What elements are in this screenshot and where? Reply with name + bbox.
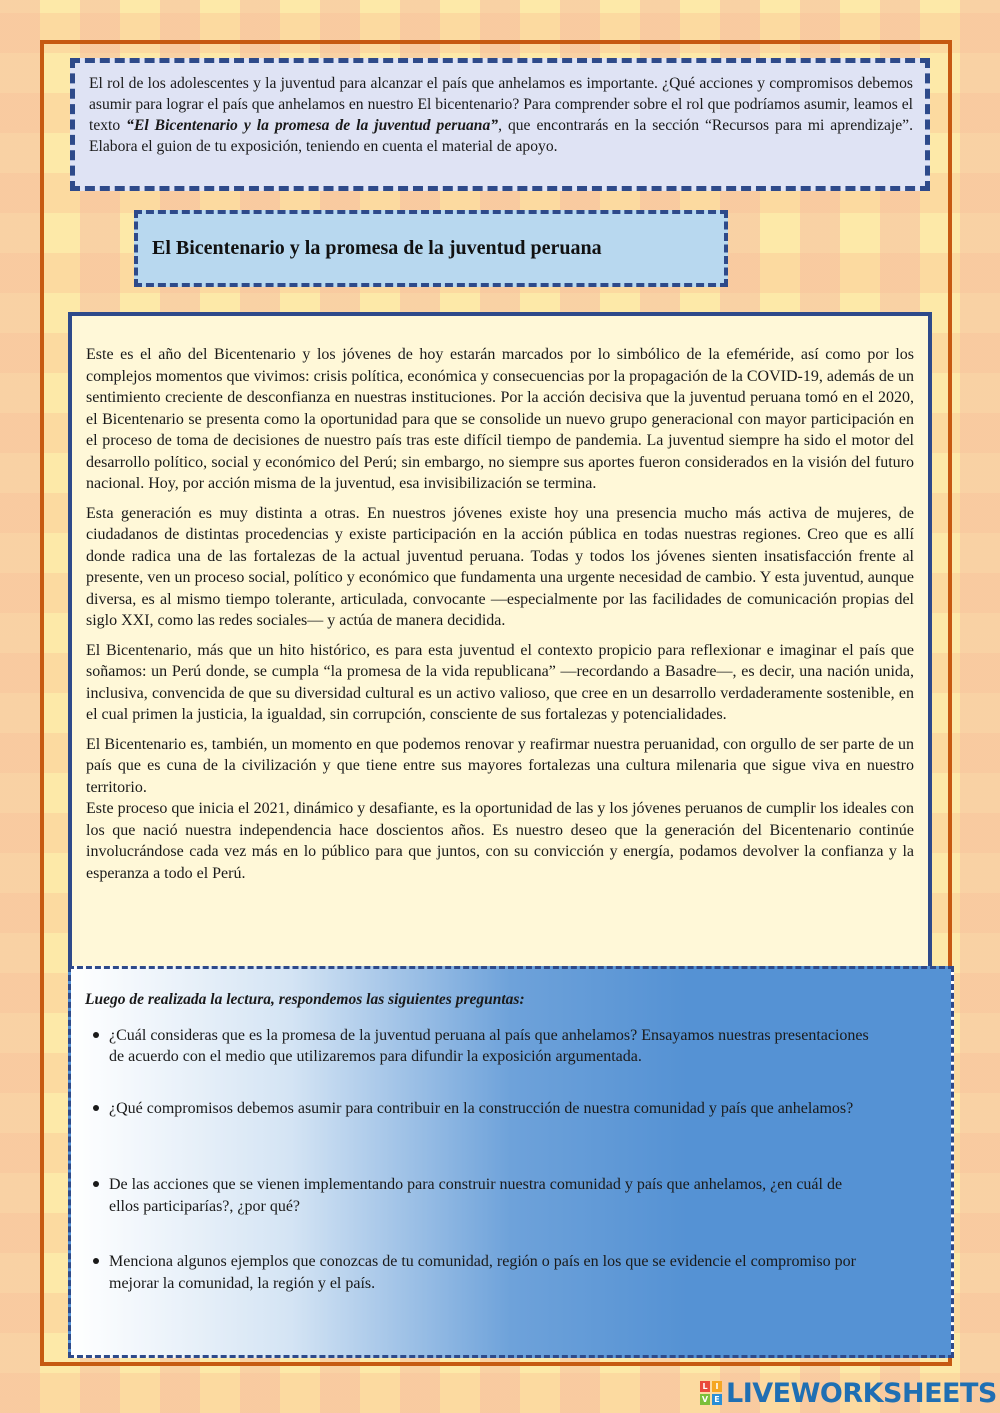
logo-letter: E: [712, 1394, 722, 1405]
page-title: El Bicentenario y la promesa de la juventud peruana: [152, 237, 602, 259]
brand-name: LIVEWORKSHEETS: [726, 1377, 997, 1409]
liveworksheets-brand[interactable]: [700, 1379, 997, 1407]
intro-text: El rol de los adolescentes y la juventud para alcanzar el país que anhelamos es importante. ¿Qué acciones y compromisos debemos asumir para lograr el país que anhelamos en nuestro El bicentenario? Para comprender sobre el rol que podríamos asumir, leamos el texto: [89, 75, 913, 134]
question-item: [85, 1251, 871, 1294]
question-item: [85, 1025, 871, 1068]
logo-letter: L: [700, 1381, 710, 1392]
bullet-icon: [93, 1181, 99, 1187]
intro-text-emphasis: “El Bicentenario y la promesa de la juventud peruana”: [126, 117, 499, 134]
article-paragraph: Este proceso que inicia el 2021, dinámico y desafiante, es la oportunidad de las y los jóvenes peruanos de cumplir los ideales con los que nació nuestra independencia hace doscientos años. Es nuestro deseo que la generación del Bicentenario continúe involucrándose cada vez más en lo público para que juntos, con su convicción y energía, podamos devolver la confianza y la esperanza a todo el Perú.: [86, 800, 914, 882]
intro-box: [70, 58, 930, 191]
question-text: ¿Qué compromisos debemos asumir para contribuir en la construcción de nuestra comunidad y país que anhelamos?: [109, 1099, 854, 1117]
question-text: De las acciones que se vienen implementando para construir nuestra comunidad y país que anhelamos, ¿en cuál de ellos participarías?, ¿por qué?: [109, 1176, 843, 1215]
questions-lead: Luego de realizada la lectura, respondemos las siguientes preguntas:: [85, 991, 525, 1008]
question-text: ¿Cuál consideras que es la promesa de la juventud peruana al país que anhelamos? Ensayamos nuestras presentaciones de acuerdo con el medio que utilizaremos para difundir la exposición argumentada.: [109, 1026, 869, 1065]
questions-box: [68, 966, 954, 1358]
article-paragraph: El Bicentenario, más que un hito histórico, es para esta juventud el contexto propicio para reflexionar e imaginar el país que soñamos: un Perú donde, se cumpla “la promesa de la vida republicana” —recordando a Basadre—, es decir, una nación unida, inclusiva, convencida de que su diversidad cultural es un activo valioso, que cree en un desarrollo verdaderamente sostenible, en el cual primen la justicia, la igualdad, sin corrupción, consciente de sus fortalezas y potencialidades.: [86, 641, 914, 723]
bullet-icon: [93, 1032, 99, 1038]
question-item: [85, 1098, 871, 1120]
bullet-icon: [93, 1105, 99, 1111]
article-box: [68, 312, 932, 972]
title-box: [134, 210, 728, 287]
questions-list: [85, 1025, 931, 1295]
article-paragraph: Esta generación es muy distinta a otras. En nuestros jóvenes existe hoy una presencia mucho más activa de mujeres, de ciudadanos de distintas procedencias y existe participación en la acción pública en todas nuestras regiones. Creo que es allí donde radica una de las fortalezas de la actual juventud peruana. Todas y todos los jóvenes sienten insatisfacción frente al presente, ven un proceso social, político y económico que fundamenta una urgente necesidad de cambio. Y esta juventud, aunque diversa, es al mismo tiempo tolerante, articulada, convocante —especialmente por las facilidades de comunicación propias del siglo XXI, como las redes sociales— y actúa de manera decidida.: [86, 504, 914, 629]
liveworksheets-logo-icon: [700, 1381, 722, 1405]
logo-letter: I: [712, 1381, 722, 1392]
logo-letter: V: [701, 1395, 709, 1404]
question-text: Menciona algunos ejemplos que conozcas de tu comunidad, región o país en los que se evidencie el compromiso por mejorar la comunidad, la región y el país.: [109, 1253, 856, 1292]
intro-text-end: , que encontrarás en la sección “Recursos para mi aprendizaje”. Elabora el guion de tu exposición, teniendo en cuenta el material de apoyo.: [89, 117, 913, 155]
bullet-icon: [93, 1258, 99, 1264]
question-item: [85, 1174, 871, 1217]
article-paragraph: Este es el año del Bicentenario y los jóvenes de hoy estarán marcados por lo simbólico de la efeméride, así como por los complejos momentos que vivimos: crisis política, económica y consecuencias por la propagación de la COVID-19, además de un sentimiento creciente de desconfianza en nuestras instituciones. Por la acción decisiva que la juventud peruana tomó en el 2020, el Bicentenario se presenta como la oportunidad para que se consolide un nuevo grupo generacional con mayor participación en el proceso de toma de decisiones de nuestro país tras este difícil tiempo de pandemia. La juventud siempre ha sido el motor del desarrollo político, social y económico del Perú; sin embargo, no siempre sus aportes fueron considerados en la visión del futuro nacional. Hoy, por acción misma de la juventud, esa invisibilización se termina.: [86, 346, 914, 492]
article-paragraph: El Bicentenario es, también, un momento en que podemos renovar y reafirmar nuestra peruanidad, con orgullo de ser parte de un país que es cuna de la civilización y que tiene entre sus mayores fortalezas una cultura milenaria que sigue viva en nuestro territorio.: [86, 735, 914, 796]
